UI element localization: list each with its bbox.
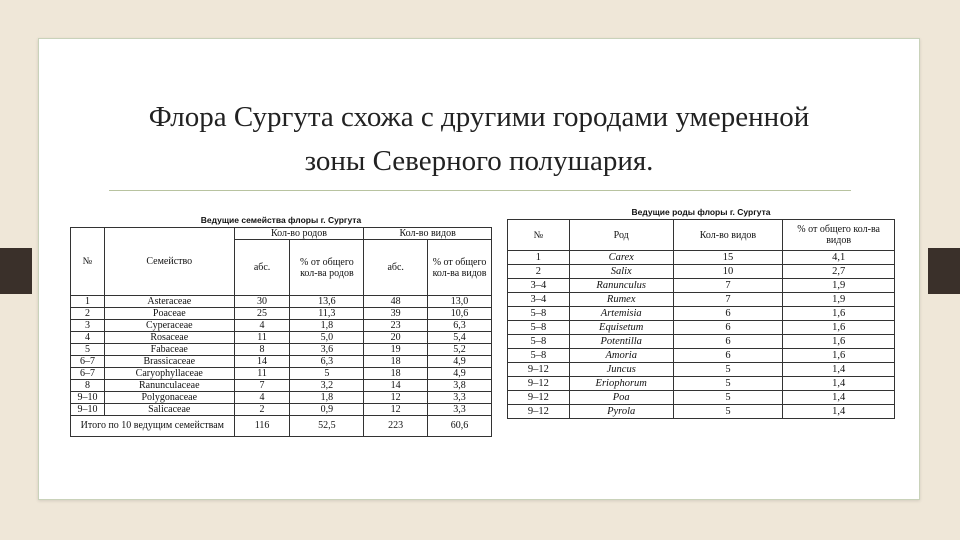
table-row: 9–12 Poa 5 1,4 (508, 391, 895, 405)
col-family: Семейство (104, 228, 234, 296)
table-row: 5–8 Artemisia 6 1,6 (508, 307, 895, 321)
left-edge-tab (0, 248, 32, 294)
col-pct: % от общего кол-ва видов (783, 220, 895, 251)
table-row: 2 Poaceae 25 11,3 39 10,6 (71, 308, 492, 320)
col-num: № (71, 228, 105, 296)
table-row: 4 Rosaceae 11 5,0 20 5,4 (71, 332, 492, 344)
title-line-2: зоны Северного полушария. (304, 145, 654, 177)
genera-table-block (507, 207, 895, 419)
table-row: 1 Asteraceae 30 13,6 48 13,0 (71, 296, 492, 308)
table-row: 9–10 Salicaceae 2 0,9 12 3,3 (71, 404, 492, 416)
col-species-pct: % от общего кол-ва видов (428, 240, 492, 296)
col-genera: Кол-во родов (234, 228, 364, 240)
title-divider (109, 190, 851, 191)
genera-table (507, 219, 895, 419)
col-genera-abs: абс. (234, 240, 290, 296)
families-table-block (70, 215, 492, 437)
table-row: 3 Cyperaceae 4 1,8 23 6,3 (71, 320, 492, 332)
genera-table-caption: Ведущие роды флоры г. Сургута (631, 207, 771, 217)
slide-title (89, 95, 869, 183)
table-row: 9–12 Juncus 5 1,4 (508, 363, 895, 377)
col-count: Кол-во видов (673, 220, 783, 251)
title-line-1: Флора Сургута схожа с другими городами умеренной (148, 101, 810, 133)
total-row: Итого по 10 ведущим семействам 116 52,5 223 60,6 (71, 416, 492, 437)
right-edge-tab (928, 248, 960, 294)
table-row: 3–4 Rumex 7 1,9 (508, 293, 895, 307)
table-row: 5 Fabaceae 8 3,6 19 5,2 (71, 344, 492, 356)
table-row: 5–8 Amoria 6 1,6 (508, 349, 895, 363)
table-row: 5–8 Potentilla 6 1,6 (508, 335, 895, 349)
families-table-caption: Ведущие семейства флоры г. Сургута (200, 215, 362, 225)
table-row: 8 Ranunculaceae 7 3,2 14 3,8 (71, 380, 492, 392)
col-genus: Род (569, 220, 673, 251)
table-row: 9–12 Pyrola 5 1,4 (508, 405, 895, 419)
table-row: 5–8 Equisetum 6 1,6 (508, 321, 895, 335)
col-genera-pct: % от общего кол-ва родов (290, 240, 364, 296)
col-species: Кол-во видов (364, 228, 492, 240)
table-row: 6–7 Caryophyllaceae 11 5 18 4,9 (71, 368, 492, 380)
slide (38, 38, 920, 500)
col-num: № (508, 220, 570, 251)
table-row: 1 Carex 15 4,1 (508, 251, 895, 265)
table-row: 9–12 Eriophorum 5 1,4 (508, 377, 895, 391)
families-table (70, 227, 492, 437)
table-row: 9–10 Polygonaceae 4 1,8 12 3,3 (71, 392, 492, 404)
table-row: 6–7 Brassicaceae 14 6,3 18 4,9 (71, 356, 492, 368)
total-label: Итого по 10 ведущим семействам (71, 416, 235, 437)
col-species-abs: абс. (364, 240, 428, 296)
table-row: 2 Salix 10 2,7 (508, 265, 895, 279)
table-row: 3–4 Ranunculus 7 1,9 (508, 279, 895, 293)
